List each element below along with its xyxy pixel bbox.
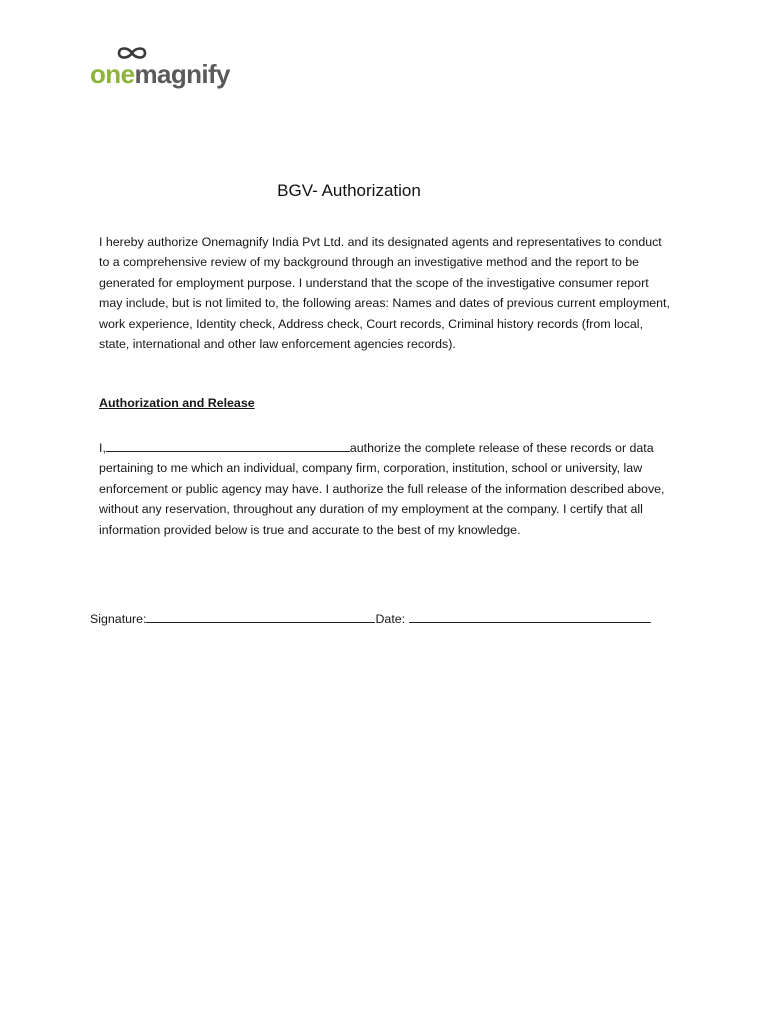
date-label: Date: [375,612,406,626]
company-logo [90,44,232,92]
intro-paragraph: I hereby authorize Onemagnify India Pvt Ltd. and its designated agents and representatives to conduct to a comprehensive review of my background through an investigative method and the report to be generated for employment purpose. I understand that the scope of the investigative consumer report may include, but is not limited to, the following areas: Names and dates of previous current employment, work experience, Identity check, Address check, Court records, Criminal history records (from local, state, international and other law enforcement agencies records). [99,235,670,352]
signature-blank-field[interactable] [146,610,375,623]
logo-text-one: one [90,59,135,89]
date-blank-field[interactable] [409,610,651,623]
signature-label: Signature: [90,612,147,626]
document-title: BGV- Authorization [277,181,421,200]
release-paragraph [99,438,674,540]
release-text: authorize the complete release of these records or data pertaining to me which an individual, company firm, corporation, institution, school or university, law enforcement or public agency may have. I authorize the full release of the information described above, without any reservation, throughout any duration of my employment at the company. I certify that all information provided below is true and accurate to the best of my knowledge. [99,441,665,537]
release-prefix: I, [99,441,106,455]
name-blank-field[interactable] [106,439,350,452]
signature-row [90,610,651,628]
logo-text-magnify: magnify [134,59,230,89]
section-heading: Authorization and Release [99,396,255,410]
logo-wordmark [90,58,230,90]
